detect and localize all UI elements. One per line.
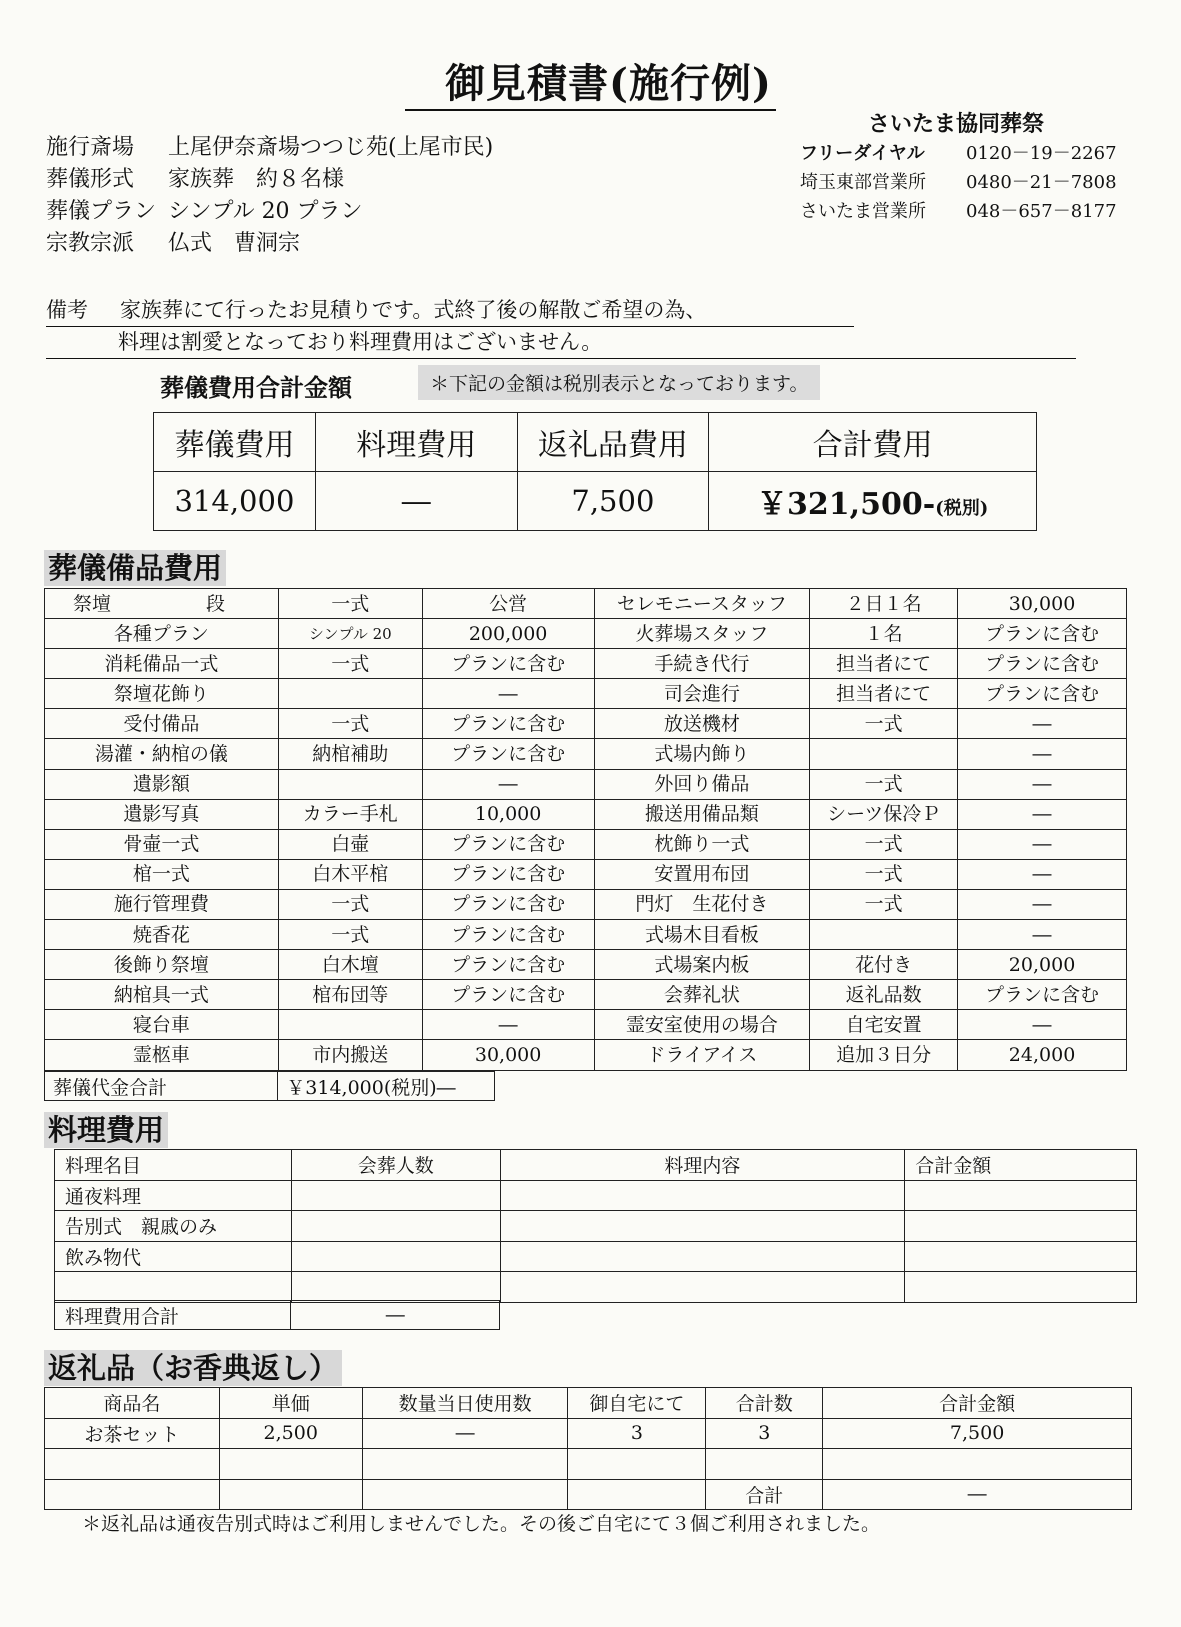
goods-total-value: ￥314,000(税別)― bbox=[278, 1072, 495, 1101]
food-total-table bbox=[54, 1300, 500, 1330]
food-header: 合計金額 bbox=[905, 1150, 1137, 1181]
goods-cell: 白木壇 bbox=[278, 950, 422, 980]
goods-section-heading: 葬儀備品費用 bbox=[44, 546, 226, 587]
table-row bbox=[45, 1418, 1132, 1449]
food-cell bbox=[500, 1211, 905, 1242]
info-row-format: 葬儀形式 家族葬 約８名様 bbox=[46, 167, 345, 192]
table-row bbox=[45, 769, 1127, 799]
goods-cell: 安置用布団 bbox=[594, 859, 810, 889]
goods-cell: 放送機材 bbox=[594, 709, 810, 739]
goods-cell: 司会進行 bbox=[594, 679, 810, 709]
food-header: 料理内容 bbox=[500, 1150, 905, 1181]
goods-cell: シンプル 20 bbox=[278, 619, 422, 649]
goods-cell: 霊柩車 bbox=[45, 1040, 279, 1070]
goods-cell: 花付き bbox=[810, 950, 958, 980]
table-row bbox=[45, 920, 1127, 950]
returns-cell bbox=[568, 1479, 706, 1510]
goods-cell bbox=[810, 739, 958, 769]
goods-cell: プランに含む bbox=[422, 709, 594, 739]
goods-cell: 一式 bbox=[810, 859, 958, 889]
returns-total-label: 合計 bbox=[706, 1479, 823, 1510]
remarks-line-2: 料理は割愛となっており料理費用はございません。 bbox=[46, 326, 1076, 359]
goods-cell: プランに含む bbox=[422, 980, 594, 1010]
company-info bbox=[800, 110, 1117, 226]
goods-cell: 10,000 bbox=[422, 799, 594, 829]
table-row bbox=[45, 799, 1127, 829]
goods-cell: 一式 bbox=[278, 649, 422, 679]
food-cell bbox=[500, 1241, 905, 1272]
table-row bbox=[45, 980, 1127, 1010]
table-row bbox=[55, 1211, 1137, 1242]
goods-cell: ― bbox=[422, 769, 594, 799]
goods-cell: 自宅安置 bbox=[810, 1010, 958, 1040]
goods-cell: 一式 bbox=[278, 709, 422, 739]
goods-cell: 一式 bbox=[810, 769, 958, 799]
goods-cell: 祭壇 段 bbox=[45, 589, 279, 619]
info-row-religion: 宗教宗派 仏式 曹洞宗 bbox=[46, 231, 301, 256]
goods-cell: 一式 bbox=[810, 709, 958, 739]
goods-cell: 施行管理費 bbox=[45, 889, 279, 919]
goods-cell: 火葬場スタッフ bbox=[594, 619, 810, 649]
goods-cell: 各種プラン bbox=[45, 619, 279, 649]
goods-cell: プランに含む bbox=[958, 619, 1127, 649]
summary-header: 合計費用 bbox=[709, 413, 1037, 472]
food-cell bbox=[291, 1211, 500, 1242]
returns-header: 合計数 bbox=[706, 1388, 823, 1419]
returns-cell: お茶セット bbox=[45, 1418, 220, 1449]
goods-cell: 受付備品 bbox=[45, 709, 279, 739]
goods-total-label: 葬儀代金合計 bbox=[45, 1072, 278, 1101]
goods-cell: 一式 bbox=[810, 889, 958, 919]
goods-cell: 外回り備品 bbox=[594, 769, 810, 799]
goods-cell: 門灯 生花付き bbox=[594, 889, 810, 919]
table-row bbox=[45, 679, 1127, 709]
goods-cell: 白壷 bbox=[278, 829, 422, 859]
goods-cell: ドライアイス bbox=[594, 1040, 810, 1070]
summary-value-returns: 7,500 bbox=[517, 472, 709, 531]
phone-freedial: フリーダイヤル 0120－19－2267 bbox=[800, 143, 1117, 164]
goods-cell: 担当者にて bbox=[810, 679, 958, 709]
food-cell bbox=[500, 1272, 905, 1303]
goods-cell: 手続き代行 bbox=[594, 649, 810, 679]
goods-cell: プランに含む bbox=[422, 859, 594, 889]
food-cell bbox=[905, 1272, 1137, 1303]
goods-cell: 会葬礼状 bbox=[594, 980, 810, 1010]
ceremony-info bbox=[46, 132, 493, 260]
returns-cell: 3 bbox=[706, 1418, 823, 1449]
goods-cell: 焼香花 bbox=[45, 920, 279, 950]
returns-cell bbox=[219, 1449, 362, 1480]
goods-cell: 24,000 bbox=[958, 1040, 1127, 1070]
phone-east-office: 埼玉東部営業所 0480－21－7808 bbox=[800, 172, 1117, 193]
goods-cell: ― bbox=[958, 1010, 1127, 1040]
returns-cell: 7,500 bbox=[823, 1418, 1132, 1449]
food-cell bbox=[905, 1211, 1137, 1242]
goods-cell: セレモニースタッフ bbox=[594, 589, 810, 619]
food-cell bbox=[905, 1180, 1137, 1211]
goods-cell: 30,000 bbox=[422, 1040, 594, 1070]
food-cell bbox=[291, 1180, 500, 1211]
goods-cell: 枕飾り一式 bbox=[594, 829, 810, 859]
food-header: 料理名目 bbox=[55, 1150, 292, 1181]
goods-cell: 市内搬送 bbox=[278, 1040, 422, 1070]
goods-cell: 霊安室使用の場合 bbox=[594, 1010, 810, 1040]
food-section-heading: 料理費用 bbox=[44, 1108, 168, 1149]
goods-cell: プランに含む bbox=[422, 889, 594, 919]
food-total-label: 料理費用合計 bbox=[55, 1301, 291, 1330]
goods-cell: ― bbox=[958, 769, 1127, 799]
returns-header: 単価 bbox=[219, 1388, 362, 1419]
goods-cell: 遺影額 bbox=[45, 769, 279, 799]
table-row bbox=[45, 739, 1127, 769]
goods-cell: 20,000 bbox=[958, 950, 1127, 980]
table-row bbox=[55, 1272, 1137, 1303]
goods-cell: カラー手札 bbox=[278, 799, 422, 829]
table-row bbox=[45, 619, 1127, 649]
food-cell bbox=[55, 1272, 292, 1303]
goods-cell: 公営 bbox=[422, 589, 594, 619]
goods-cell: プランに含む bbox=[422, 829, 594, 859]
table-row bbox=[45, 649, 1127, 679]
returns-cell bbox=[45, 1449, 220, 1480]
table-row bbox=[45, 950, 1127, 980]
returns-cell bbox=[706, 1449, 823, 1480]
goods-cell: 消耗備品一式 bbox=[45, 649, 279, 679]
goods-cell: ― bbox=[958, 920, 1127, 950]
goods-cell bbox=[278, 679, 422, 709]
goods-cell: 式場木目看板 bbox=[594, 920, 810, 950]
goods-cell: プランに含む bbox=[422, 739, 594, 769]
returns-header: 合計金額 bbox=[823, 1388, 1132, 1419]
table-row bbox=[45, 829, 1127, 859]
summary-tax-note: ＊下記の金額は税別表示となっております。 bbox=[418, 365, 820, 400]
food-cell bbox=[291, 1272, 500, 1303]
goods-cell: 返礼品数 bbox=[810, 980, 958, 1010]
summary-header: 返礼品費用 bbox=[517, 413, 709, 472]
goods-cell: 一式 bbox=[278, 589, 422, 619]
returns-cell bbox=[823, 1449, 1132, 1480]
goods-cell: ― bbox=[958, 799, 1127, 829]
goods-cell: プランに含む bbox=[958, 649, 1127, 679]
returns-total-value: ― bbox=[823, 1479, 1132, 1510]
table-row bbox=[45, 889, 1127, 919]
summary-table bbox=[153, 412, 1037, 531]
goods-cell: ― bbox=[958, 709, 1127, 739]
goods-cell: 棺一式 bbox=[45, 859, 279, 889]
table-row bbox=[45, 1040, 1127, 1070]
goods-cell: プランに含む bbox=[958, 980, 1127, 1010]
goods-cell: 追加３日分 bbox=[810, 1040, 958, 1070]
food-header: 会葬人数 bbox=[291, 1150, 500, 1181]
goods-cell: ― bbox=[958, 889, 1127, 919]
summary-value-total: ￥321,500-(税別) bbox=[709, 472, 1037, 531]
returns-cell bbox=[568, 1449, 706, 1480]
summary-header: 葬儀費用 bbox=[154, 413, 316, 472]
summary-heading: 葬儀費用合計金額 bbox=[160, 373, 352, 402]
goods-cell: 搬送用備品類 bbox=[594, 799, 810, 829]
goods-cell: ― bbox=[422, 679, 594, 709]
goods-cell bbox=[278, 769, 422, 799]
goods-cell: 一式 bbox=[278, 920, 422, 950]
goods-cell: ― bbox=[958, 739, 1127, 769]
returns-header: 数量当日使用数 bbox=[362, 1388, 568, 1419]
food-cell: 飲み物代 bbox=[55, 1241, 292, 1272]
goods-cell: 一式 bbox=[810, 829, 958, 859]
returns-cell bbox=[362, 1449, 568, 1480]
goods-cell: シーツ保冷Ｐ bbox=[810, 799, 958, 829]
goods-cell: プランに含む bbox=[422, 950, 594, 980]
goods-cell: 骨壷一式 bbox=[45, 829, 279, 859]
goods-cell: 湯灌・納棺の儀 bbox=[45, 739, 279, 769]
goods-cell: 納棺補助 bbox=[278, 739, 422, 769]
goods-cell: ― bbox=[958, 859, 1127, 889]
returns-cell: 2,500 bbox=[219, 1418, 362, 1449]
goods-cell bbox=[278, 1010, 422, 1040]
info-row-plan: 葬儀プラン シンプル 20 プラン bbox=[46, 199, 363, 224]
goods-cell: 担当者にて bbox=[810, 649, 958, 679]
goods-cell: 式場案内板 bbox=[594, 950, 810, 980]
summary-header: 料理費用 bbox=[315, 413, 517, 472]
goods-cell: 納棺具一式 bbox=[45, 980, 279, 1010]
goods-cell: プランに含む bbox=[422, 920, 594, 950]
document-title: 御見積書(施行例) bbox=[0, 52, 1181, 109]
goods-cell: プランに含む bbox=[958, 679, 1127, 709]
table-row bbox=[55, 1180, 1137, 1211]
returns-cell bbox=[45, 1479, 220, 1510]
returns-header: 御自宅にて bbox=[568, 1388, 706, 1419]
goods-cell: ― bbox=[422, 1010, 594, 1040]
goods-cell: 30,000 bbox=[958, 589, 1127, 619]
food-cell: 告別式 親戚のみ bbox=[55, 1211, 292, 1242]
goods-table bbox=[44, 588, 1127, 1071]
food-total-value: ― bbox=[291, 1301, 500, 1330]
summary-value-funeral: 314,000 bbox=[154, 472, 316, 531]
table-row bbox=[45, 1449, 1132, 1480]
returns-cell: ― bbox=[362, 1418, 568, 1449]
returns-table bbox=[44, 1387, 1132, 1510]
goods-cell: １名 bbox=[810, 619, 958, 649]
goods-cell: 寝台車 bbox=[45, 1010, 279, 1040]
table-row bbox=[45, 859, 1127, 889]
table-row bbox=[55, 1241, 1137, 1272]
goods-cell: 後飾り祭壇 bbox=[45, 950, 279, 980]
goods-cell: 一式 bbox=[278, 889, 422, 919]
remarks-line-1: 備考 家族葬にて行ったお見積りです。式終了後の解散ご希望の為、 bbox=[46, 294, 854, 327]
table-row bbox=[45, 709, 1127, 739]
returns-cell: 3 bbox=[568, 1418, 706, 1449]
company-name: さいたま協同葬祭 bbox=[868, 111, 1045, 137]
info-row-venue: 施行斎場 上尾伊奈斎場つつじ苑(上尾市民) bbox=[46, 135, 494, 160]
goods-cell bbox=[810, 920, 958, 950]
phone-saitama-office: さいたま営業所 048－657－8177 bbox=[800, 201, 1117, 222]
table-row bbox=[45, 589, 1127, 619]
summary-value-food: ― bbox=[315, 472, 517, 531]
food-table bbox=[54, 1149, 1137, 1303]
food-cell bbox=[291, 1241, 500, 1272]
goods-cell: 式場内飾り bbox=[594, 739, 810, 769]
goods-cell: 200,000 bbox=[422, 619, 594, 649]
food-cell bbox=[905, 1241, 1137, 1272]
returns-footnote: ＊返礼品は通夜告別式時はご利用しませんでした。その後ご自宅にて３個ご利用されました。 bbox=[82, 1513, 881, 1535]
goods-total-table bbox=[44, 1071, 495, 1101]
goods-cell: ２日１名 bbox=[810, 589, 958, 619]
goods-cell: 遺影写真 bbox=[45, 799, 279, 829]
returns-cell bbox=[362, 1479, 568, 1510]
table-row bbox=[45, 1010, 1127, 1040]
returns-section-heading: 返礼品（お香典返し） bbox=[44, 1346, 342, 1387]
goods-cell: プランに含む bbox=[422, 649, 594, 679]
returns-header: 商品名 bbox=[45, 1388, 220, 1419]
goods-cell: 祭壇花飾り bbox=[45, 679, 279, 709]
returns-cell bbox=[219, 1479, 362, 1510]
goods-cell: 白木平棺 bbox=[278, 859, 422, 889]
goods-cell: 棺布団等 bbox=[278, 980, 422, 1010]
food-cell bbox=[500, 1180, 905, 1211]
goods-cell: ― bbox=[958, 829, 1127, 859]
food-cell: 通夜料理 bbox=[55, 1180, 292, 1211]
